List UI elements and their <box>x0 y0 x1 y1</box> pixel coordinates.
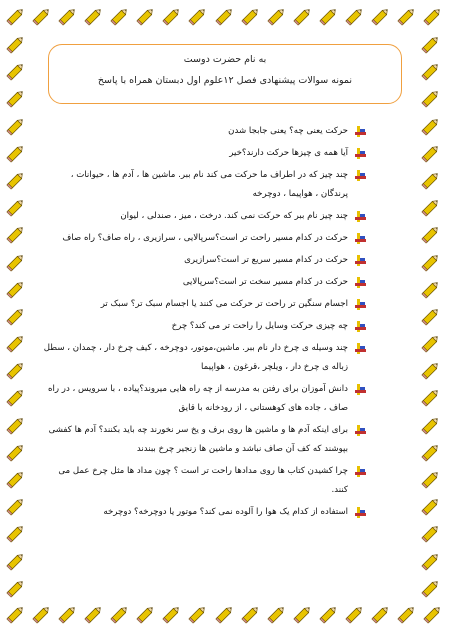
book-bullet-icon <box>355 126 366 137</box>
question-item <box>42 503 368 522</box>
question-text: آیا همه ی چیزها حرکت دارند؟خیر <box>229 148 348 158</box>
pencil-icon <box>4 331 28 355</box>
question-item <box>42 339 368 377</box>
pencil-icon <box>419 358 443 382</box>
book-bullet-icon <box>355 425 366 436</box>
question-text: حرکت در کدام مسیر سخت تر است؟سرپالایی <box>182 277 348 287</box>
question-text: برای اینکه آدم ها و ماشین ها روی برف و یخ سر نخورند چه باید بکنند؟ آدم ها کفشی بپوشند که کف آن صاف نباشد و ماشین ها زنجیر چرخ ببندند <box>48 425 348 454</box>
book-bullet-icon <box>355 466 366 477</box>
pencil-icon <box>4 467 28 491</box>
pencil-icon <box>213 4 237 28</box>
pencil-icon <box>4 4 28 28</box>
pencil-icon <box>419 440 443 464</box>
pencil-icon <box>4 195 28 219</box>
question-item <box>42 251 368 270</box>
question-text: استفاده از کدام یک هوا را آلوده نمی کند؟ موتور یا دوچرخه؟ دوچرخه <box>103 507 348 517</box>
question-item <box>42 462 368 500</box>
worksheet-title: نمونه سوالات پیشنهادی فصل ۱۲علوم اول دبستان همراه با پاسخ <box>97 75 353 86</box>
pencil-icon <box>369 602 393 626</box>
pencil-icon <box>419 32 443 56</box>
pencil-icon <box>108 602 132 626</box>
pencil-icon <box>4 222 28 246</box>
pencil-icon <box>291 602 315 626</box>
question-item <box>42 295 368 314</box>
pencil-icon <box>4 358 28 382</box>
pencil-icon <box>369 4 393 28</box>
question-item <box>42 317 368 336</box>
pencil-icon <box>4 250 28 274</box>
pencil-icon <box>30 4 54 28</box>
book-bullet-icon <box>355 321 366 332</box>
question-list <box>42 122 368 525</box>
pencil-icon <box>160 4 184 28</box>
book-bullet-icon <box>355 255 366 266</box>
pencil-icon <box>395 4 419 28</box>
book-bullet-icon <box>355 507 366 518</box>
pencil-icon <box>82 4 106 28</box>
pencil-icon <box>30 602 54 626</box>
book-bullet-icon <box>355 148 366 159</box>
question-item <box>42 273 368 292</box>
pencil-icon <box>239 4 263 28</box>
question-text: چند چیز که در اطراف ما حرکت می کند نام ببر. ماشین ها ، آدم ها ، حیوانات ، پرندگان ، هواپیما ، دوچرخه <box>70 170 348 199</box>
pencil-icon <box>108 4 132 28</box>
question-item <box>42 380 368 418</box>
pencil-icon <box>4 86 28 110</box>
pencil-icon <box>56 602 80 626</box>
pencil-icon <box>419 195 443 219</box>
question-text: حرکت در کدام مسیر سریع تر است؟سرازیری <box>184 255 348 265</box>
pencil-icon <box>419 549 443 573</box>
pencil-icon <box>419 413 443 437</box>
pencil-icon <box>4 32 28 56</box>
pencil-icon <box>134 602 158 626</box>
pencil-icon <box>419 385 443 409</box>
pencil-icon <box>4 494 28 518</box>
pencil-icon <box>419 467 443 491</box>
pencil-icon <box>134 4 158 28</box>
pencil-icon <box>419 59 443 83</box>
pencil-icon <box>239 602 263 626</box>
pencil-icon <box>4 576 28 600</box>
pencil-icon <box>419 141 443 165</box>
pencil-icon <box>419 222 443 246</box>
pencil-icon <box>419 114 443 138</box>
question-item <box>42 166 368 204</box>
pencil-border-left <box>4 32 30 600</box>
pencil-icon <box>343 4 367 28</box>
question-item <box>42 229 368 248</box>
pencil-icon <box>317 602 341 626</box>
pencil-icon <box>419 168 443 192</box>
book-bullet-icon <box>355 343 366 354</box>
book-bullet-icon <box>355 211 366 222</box>
pencil-icon <box>4 602 28 626</box>
question-text: اجسام سنگین تر راحت تر حرکت می کنند یا اجسام سبک تر؟ سبک تر <box>100 299 348 309</box>
pencil-icon <box>419 304 443 328</box>
pencil-icon <box>82 602 106 626</box>
book-bullet-icon <box>355 277 366 288</box>
pencil-icon <box>343 602 367 626</box>
question-text: دانش آموزان برای رفتن به مدرسه از چه راه هایی میروند؟پیاده ، با سرویس ، در راه صاف ، جاده های کوهستانی ، از رودخانه با قایق <box>48 384 348 413</box>
pencil-icon <box>265 4 289 28</box>
book-bullet-icon <box>355 299 366 310</box>
pencil-icon <box>317 4 341 28</box>
pencil-border-top <box>4 4 445 30</box>
pencil-icon <box>4 168 28 192</box>
pencil-icon <box>4 277 28 301</box>
pencil-icon <box>4 413 28 437</box>
pencil-icon <box>213 602 237 626</box>
question-item <box>42 122 368 141</box>
question-item <box>42 207 368 226</box>
pencil-icon <box>265 602 289 626</box>
book-bullet-icon <box>355 233 366 244</box>
pencil-icon <box>419 576 443 600</box>
pencil-icon <box>421 602 445 626</box>
pencil-icon <box>56 4 80 28</box>
pencil-icon <box>4 141 28 165</box>
pencil-icon <box>4 385 28 409</box>
pencil-icon <box>419 521 443 545</box>
title-box <box>48 44 402 104</box>
pencil-icon <box>419 494 443 518</box>
book-bullet-icon <box>355 384 366 395</box>
pencil-border-bottom <box>4 602 445 628</box>
pencil-icon <box>4 440 28 464</box>
dedication-line: به نام حضرت دوست <box>183 54 267 65</box>
question-text: حرکت در کدام مسیر راحت تر است؟سرپالایی ، سرازیری ، راه صاف؟ راه صاف <box>62 233 348 243</box>
pencil-icon <box>419 331 443 355</box>
pencil-icon <box>4 114 28 138</box>
pencil-icon <box>4 549 28 573</box>
pencil-icon <box>395 602 419 626</box>
pencil-icon <box>421 4 445 28</box>
question-text: چه چیزی حرکت وسایل را راحت تر می کند؟ چرخ <box>171 321 348 331</box>
question-text: چند چیز نام ببر که حرکت نمی کند. درخت ، میز ، صندلی ، لیوان <box>120 211 348 221</box>
pencil-icon <box>4 304 28 328</box>
pencil-icon <box>419 86 443 110</box>
pencil-icon <box>186 4 210 28</box>
pencil-icon <box>4 59 28 83</box>
book-bullet-icon <box>355 170 366 181</box>
question-text: حرکت یعنی چه؟ یعنی جابجا شدن <box>228 126 348 136</box>
pencil-icon <box>419 277 443 301</box>
pencil-icon <box>4 521 28 545</box>
pencil-border-right <box>419 32 445 600</box>
pencil-icon <box>160 602 184 626</box>
question-text: چند وسیله ی چرخ دار نام ببر. ماشین،موتور، دوچرخه ، کیف چرخ دار ، چمدان ، سطل زباله ی چرخ دار ، ویلچر ،قرغون ، هواپیما <box>43 343 348 372</box>
pencil-icon <box>291 4 315 28</box>
question-item <box>42 421 368 459</box>
pencil-icon <box>186 602 210 626</box>
pencil-icon <box>419 250 443 274</box>
question-text: چرا کشیدن کتاب ها روی مدادها راحت تر است ؟ چون مداد ها مثل چرخ عمل می کنند. <box>58 466 348 495</box>
question-item <box>42 144 368 163</box>
